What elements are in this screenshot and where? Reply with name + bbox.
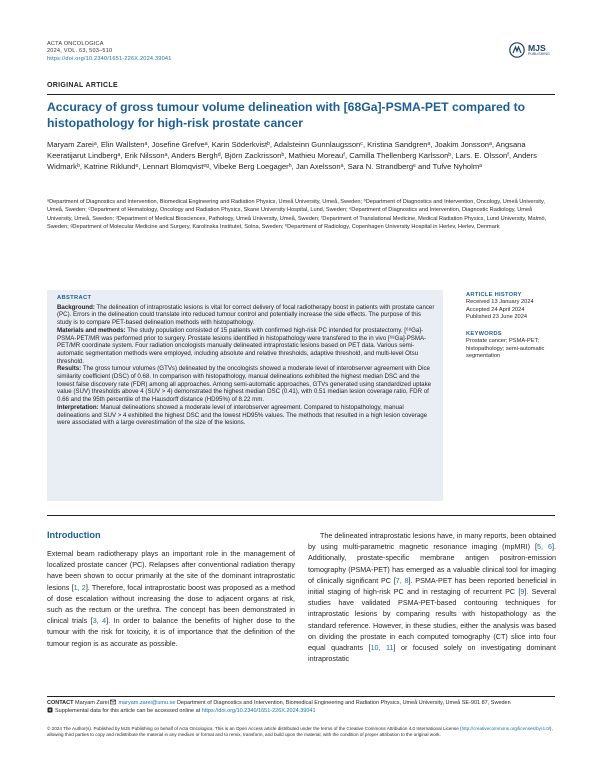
abstract-results <box>57 365 437 404</box>
citation-link[interactable]: 3, 4 <box>92 616 107 626</box>
received-date: Received 13 January 2024 <box>466 299 534 306</box>
abstract-methods <box>57 327 437 366</box>
article-history-heading: ARTICLE HISTORY <box>466 292 522 298</box>
journal-name: ACTA ONCOLOGICA <box>47 41 104 47</box>
abstract-background-label: Background: <box>57 303 95 311</box>
article-sidebar <box>466 292 558 360</box>
supplemental-data-icon <box>47 707 53 713</box>
abstract-heading: ABSTRACT <box>57 295 92 301</box>
abstract-results-label: Results: <box>57 365 82 373</box>
copyright-text-end: ), allowing third parties to copy and redistribute the material in any medium or format and to remix, transform, and build upon the material, with the condition of proper attribution to the original work. <box>47 726 553 738</box>
introduction-left-column <box>47 548 295 649</box>
article-type: ORIGINAL ARTICLE <box>47 82 118 89</box>
introduction-right-column <box>308 530 556 664</box>
journal-header <box>47 41 172 63</box>
abstract-divider <box>47 515 555 516</box>
keywords-text: Prostate cancer; PSMA-PET; histopathology; semi-automatic segmentation <box>466 338 545 360</box>
citation-link[interactable]: 10, 11 <box>370 643 394 653</box>
abstract-interpretation-label: Interpretation: <box>57 403 99 411</box>
abstract-methods-text: The study population consisted of 15 patients with confirmed high-risk PC intended for prostatectomy. [⁶⁸Ga]-PSMA-PET/MR was performed prior to surgery. Prostate lesions identified in histopathology were transfered to the in vivo [⁶⁸Ga]-PSMA-PET/MR coordinate system. Four radiation oncologists manually delineated intraprostatic lesions based on PET data. Various semi-automatic segmentation methods were employed, including absolute and relative thresholds, adaptive threshold, and multi-level Otsu threshold. <box>57 326 427 365</box>
supplemental-link[interactable]: https://doi.org/10.2340/1651-226X.2024.39041 <box>201 708 316 715</box>
citation-link[interactable]: 7, 8 <box>395 575 409 585</box>
intro-text: ]. In order to balance the benefits of higher dose to the tumour with the risk for toxicity, it is of importance that the definition of the tumour region is as accurate as possible. <box>47 616 295 648</box>
copyright-notice <box>47 726 559 739</box>
citation-link[interactable]: 9 <box>520 587 525 597</box>
contact-name: Maryam Zarei <box>75 700 109 706</box>
email-icon <box>110 699 116 705</box>
introduction-paragraph-1 <box>47 548 295 649</box>
contact-email-link[interactable]: maryam.zarei@umu.se <box>118 700 176 706</box>
citation-link[interactable]: 5, 6 <box>537 542 552 552</box>
intro-text: ]. Several studies have validated PSMA-PET-based contouring techniques for intraprostatic lesions by comparing results with histopathology as the standard reference. However, in these studies, either the analysis was based on dividing the prostate in each computed tomography (CT) slice into four equal quadrants [ <box>308 587 556 653</box>
publisher-logo-icon <box>509 42 525 58</box>
affiliations: ᵃDepartment of Diagnostics and Intervention, Biomedical Engineering and Radiation Physics, Umeå University, Umeå, Sweden; ᵇDepartment of Diagnostics and Intervention, Oncology, Umeå University, Umeå, Sweden; ᶜDepartment of Hematology, Oncology and Radiation Physics, Skane University Hospital, Lund, Sweden; ᵉDepartment of Diagnostics and Intervention, Diagnostic Radiology, Umeå University, Umeå, Sweden; ᵈDepartment of Medical Biosciences, Pathology, Umeå University, Umeå, Sweden; ᶠDepartment of Translational Medicine, Medical Radiation Physics, Lund University, Malmö, Sweden; ᵍDepartment of Molecular Medicine and Surgery, Karolinska Institutet, Solna, Sweden; ʰDepartment of Radiology, Copenhagen University Hospital in Herlev, Herlev, Denmark <box>47 199 547 230</box>
copyright-text: © 2024 The Author(s). Published by MJS Publishing on behalf of Acta Oncologica. This is an Open Access article distributed under the terms of the Creative Commons Attribution 4.0 International License ( <box>47 726 462 731</box>
publisher-logo-subtext: PUBLISHING <box>528 52 550 56</box>
author-list: Maryam Zareiᵃ, Elin Wallstenᵃ, Josefine Grefveᵃ, Karin Söderkvistᵇ, Adalsteinn Gunnlaugssonᶜ, Kristina Sandgrenᵃ, Joakim Jonssonᵃ, Angsana Keeratijarut Lindbergᵃ, Erik Nilssonᵃ, Anders Berghᵈ, Björn Zackrissonᵇ, Mathieu Moreauᶠ, Camilla Thellenberg Karlssonᵇ, Lars. E. Olssonᶠ, Anders Widmarkᵇ, Katrine Riklundᵉ, Lennart Blomqvistᵉᵍ, Vibeke Berg Loegagerʰ, Jan Axelssonᵃ, Sara N. Strandbergᵉ and Tufve Nyholmᵃ <box>47 140 537 172</box>
abstract-results-text: The gross tumour volumes (GTVs) delineated by the oncologists showed a moderate level of interobserver agreement with Dice similarity coefficient (DSC) of 0.68. In comparison with histopathology, manual delineations exhibited the highest median DSC and the lowest false discovery rate (FDR) among all approaches. Among semi-automatic approaches, GTVs generated using standardized uptake value (SUV) thresholds above 4 (SUV > 4) demonstrated the highest median DSC (0.41), with 0.51 median lesion coverage ratio, FDR of 0.66 and the 95th percentile of the Hausdorff distance (HD95%) of 8.22 mm. <box>57 365 432 404</box>
intro-text: ]. Therefore, focal intraprostatic boost was proposed as a method of dose escalation without increasing the dose to adjacent organs at risk, such as the rectum or the urethra. The concept has been demonstrated in clinical trials [ <box>47 582 295 626</box>
abstract <box>57 295 437 427</box>
accepted-date: Accepted 24 April 2024 <box>466 306 525 313</box>
contact-label: CONTACT <box>47 700 74 706</box>
journal-volume: 2024, VOL. 63, 503–510 <box>47 48 113 55</box>
published-date: Published 23 June 2024 <box>466 313 528 320</box>
intro-text: The delineated intraprostatic lesions have, in many reports, been obtained by using multi-parametric magnetic resonance imaging (mpMRI) [ <box>308 531 556 552</box>
article-title: Accuracy of gross tumour volume delineation with [68Ga]-PSMA-PET compared to histopathology for high-risk prostate cancer <box>47 100 526 130</box>
abstract-background-text: The delineation of intraprostatic lesions is vital for correct delivery of focal radiotherapy boost in patients with prostate cancer (PC). Errors in the delineation could translate into reduced tumour control and potentially increase the side effects. The purpose of this study is to compare PET-based delineation methods with histopathology. <box>57 303 435 327</box>
contact-address: Department of Diagnostics and Intervention, Biomedical Engineering and Radiation Physics, Umeå University, Umeå SE-901 87, Sweden <box>176 700 511 706</box>
introduction-paragraph-2 <box>308 530 556 664</box>
footer-divider <box>47 696 555 697</box>
abstract-interpretation <box>57 404 437 427</box>
keywords-heading: KEYWORDS <box>466 331 502 338</box>
journal-doi-link[interactable]: https://doi.org/10.2340/1651-226X.2024.39041 <box>47 55 172 62</box>
abstract-background <box>57 304 437 327</box>
publisher-logo <box>509 42 550 58</box>
intro-text: ] or focused solely on investigating dominant intraprostatic <box>308 643 557 664</box>
contact-block <box>47 699 559 716</box>
abstract-methods-label: Materials and methods: <box>57 326 126 334</box>
introduction-heading: Introduction <box>47 530 101 540</box>
supplemental-text: Supplemental data for this article can be accessed online at <box>55 708 202 715</box>
publisher-logo-text: MJS <box>528 43 546 53</box>
citation-link[interactable]: 1, 2 <box>73 582 86 592</box>
intro-text: External beam radiotherapy plays an important role in the management of localized prostate cancer (PC). Relapses after conventional radiation therapy have been shown to occur primarily at the site of the dominant intraprostatic lesions [ <box>47 549 295 592</box>
header-divider <box>47 94 555 95</box>
intro-text: ]. PSMA-PET has been reported beneficial in initial staging of high-risk PC and in restaging of recurrent PC [ <box>308 575 556 597</box>
abstract-interpretation-text: Manual delineations showed a moderate level of interobserver agreement. Compared to histopathology, manual delineations and SUV > 4 exhibited the highest DSC and the lowest HD95% values. The methods that resulted in a high lesion coverage were associated with a large overestimation of the size of the lesions. <box>57 403 428 427</box>
intro-text: ]. Additionally, prostate-specific membrane antigen positron-emission tomography (PSMA-PET) has emerged as a valuable clinical tool for imaging of clinically significant PC [ <box>308 542 556 585</box>
license-link[interactable]: http://creativecommons.org/licenses/by/4.0/ <box>461 726 550 731</box>
supplemental-note <box>47 707 559 715</box>
